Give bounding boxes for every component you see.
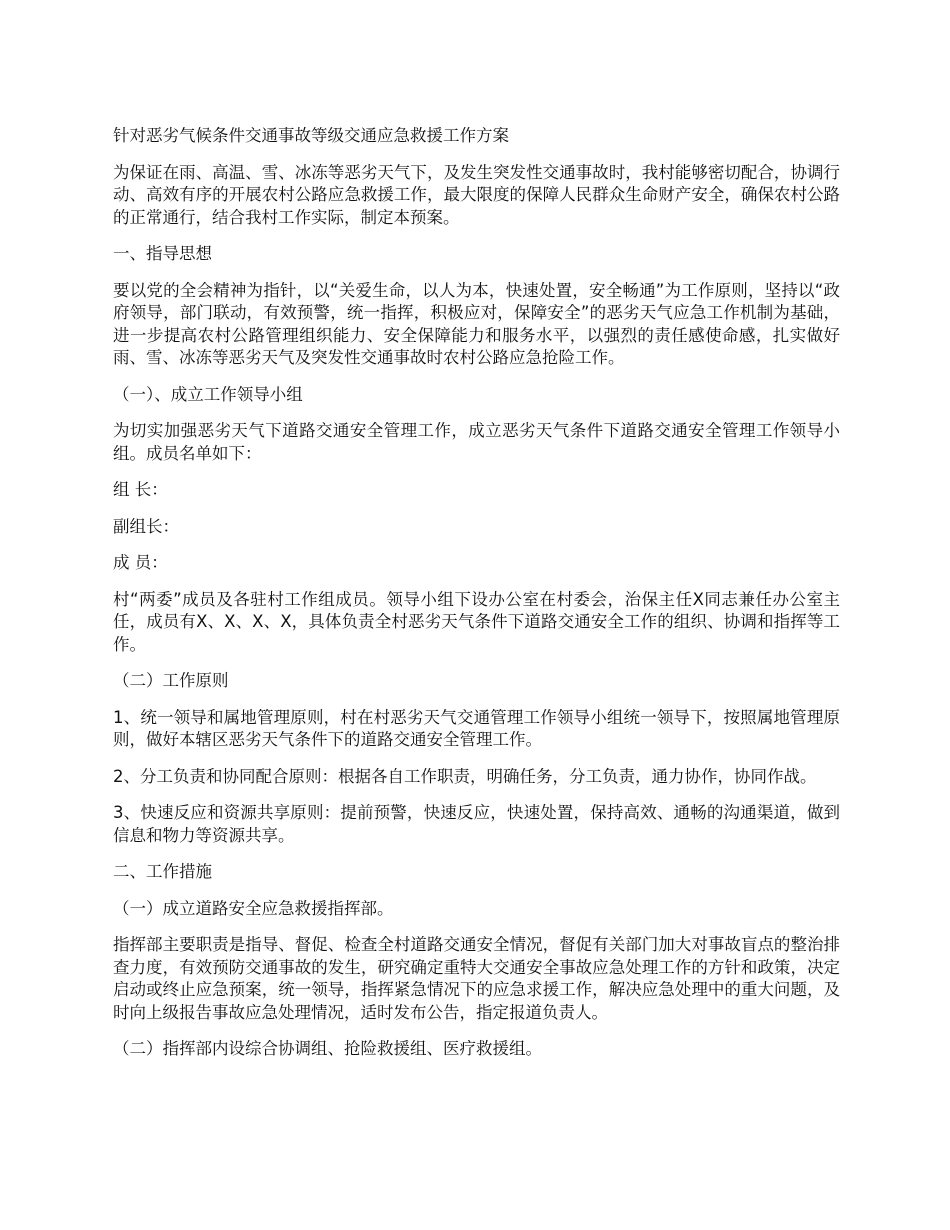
principle-2-paragraph: 2、分工负责和协同配合原则：根据各自工作职责，明确任务，分工负责，通力协作，协同作战。 bbox=[113, 766, 817, 786]
subsection-heading-leadership-group: （一）、成立工作领导小组 bbox=[113, 384, 303, 404]
principle-1-paragraph: 1、统一领导和属地管理原则，村在村恶劣天气交通管理工作领导小组统一领导下，按照属地管理原则，做好本辖区恶劣天气条件下的道路交通安全管理工作。 bbox=[113, 707, 840, 749]
group-leader-line: 组 长： bbox=[113, 480, 168, 499]
leadership-group-paragraph: 为切实加强恶劣天气下道路交通安全管理工作，成立恶劣天气条件下道路交通安全管理工作领导小组。成员名单如下： bbox=[113, 421, 840, 463]
subsection-heading-principles: （二）工作原则 bbox=[113, 671, 229, 690]
subsection-heading-command-groups: （二）指挥部内设综合协调组、抢险救援组、医疗救援组。 bbox=[113, 1039, 542, 1058]
command-center-paragraph: 指挥部主要职责是指导、督促、检查全村道路交通安全情况，督促有关部门加大对事故盲点的整治排查力度，有效预防交通事故的发生，研究确定重特大交通安全事故应急处理工作的方针和政策，决定启动或终止应急预案，统一领导，指挥紧急情况下的应急求援工作，解决应急处理中的重大问题，及时向上级报告事故应急处理情况，适时发布公告，指定报道负责人。 bbox=[113, 935, 840, 1022]
deputy-leader-line: 副组长： bbox=[113, 516, 179, 536]
subsection-heading-command-center: （一）成立道路安全应急救援指挥部。 bbox=[113, 898, 394, 918]
section-heading-measures: 二、工作措施 bbox=[113, 862, 212, 881]
intro-paragraph: 为保证在雨、高温、雪、冰冻等恶劣天气下，及发生突发性交通事故时，我村能够密切配合，协调行动、高效有序的开展农村公路应急救援工作，最大限度的保障人民群众生命财产安全，确保农村公路的正常通行，结合我村工作实际，制定本预案。 bbox=[113, 162, 840, 227]
guiding-thought-paragraph: 要以党的全会精神为指针，以“关爱生命，以人为本，快速处置，安全畅通”为工作原则，坚持以“政府领导，部门联动，有效预警，统一指挥，积极应对，保障安全”的恶劣天气应急工作机制为基础，进一步提高农村公路管理组织能力、安全保障能力和服务水平，以强烈的责任感使命感，扎实做好雨、雪、冰冻等恶劣天气及突发性交通事故时农村公路应急抢险工作。 bbox=[113, 280, 840, 367]
document-title: 针对恶劣气候条件交通事故等级交通应急救援工作方案 bbox=[113, 126, 509, 145]
members-paragraph: 村“两委”成员及各驻村工作组成员。领导小组下设办公室在村委会，治保主任X同志兼任办公室主任，成员有X、X、X、X，具体负责全村恶劣天气条件下道路交通安全工作的组织、协调和指挥等工作。 bbox=[113, 589, 840, 654]
document-page bbox=[113, 125, 840, 1075]
members-line: 成 员： bbox=[113, 553, 168, 572]
principle-3-paragraph: 3、快速反应和资源共享原则：提前预警，快速反应，快速处置，保持高效、通畅的沟通渠道，做到信息和物力等资源共享。 bbox=[113, 803, 840, 845]
section-heading-guiding-thought: 一、指导思想 bbox=[113, 244, 212, 263]
